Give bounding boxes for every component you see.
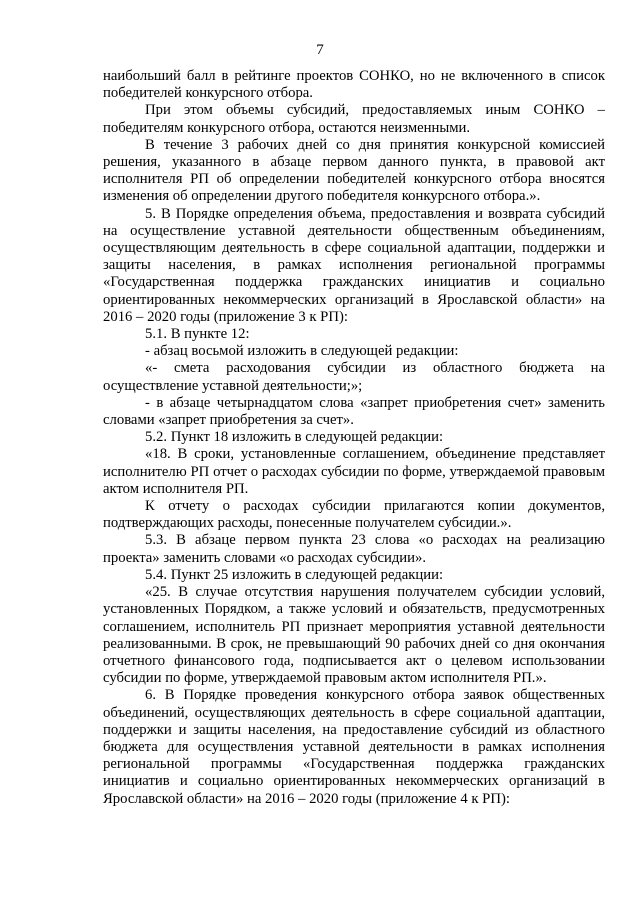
- paragraph: «25. В случае отсутствия нарушения получателем субсидии условий, установленных Порядком, а также условий и обязательств, предусмотренных соглашением, исполнитель РП признает мероприятия уставной деятельности реализованными. В срок, не превышающий 90 рабочих дней со дня окончания отчетного финансового года, подписывается акт о целевом использовании субсидии по форме, утверждаемой правовым актом исполнителя РП.».: [103, 584, 605, 687]
- paragraph: «18. В сроки, установленные соглашением, объединение представляет исполнителю РП отчет о расходах субсидии по форме, утверждаемой правовым актом исполнителя РП.: [103, 446, 605, 497]
- paragraph: 5.3. В абзаце первом пункта 23 слова «о расходах на реализацию проекта» заменить словами «о расходах субсидии».: [103, 532, 605, 566]
- page-number: 7: [316, 42, 324, 58]
- paragraph: - в абзаце четырнадцатом слова «запрет приобретения счет» заменить словами «запрет приобретения за счет».: [103, 394, 605, 429]
- document-body: [103, 68, 605, 808]
- paragraph: 6. В Порядке проведения конкурсного отбора заявок общественных объединений, осуществляющих деятельность в сфере социальной адаптации, поддержки и защиты населения, на предоставление субсидий из областного бюджета для осуществления уставной деятельности в рамках исполнения региональной программы «Государственная поддержка гражданских инициатив и социально ориентированных некоммерческих организаций в Ярославской области» на 2016 – 2020 годы (приложение 4 к РП):: [103, 687, 605, 807]
- paragraph: наибольший балл в рейтинге проектов СОНКО, но не включенного в список победителей конкурсного отбора.: [103, 68, 605, 102]
- paragraph: 5.2. Пункт 18 изложить в следующей редакции:: [145, 429, 444, 446]
- paragraph: 5. В Порядке определения объема, предоставления и возврата субсидий на осуществление уставной деятельности общественным объединениям, осуществляющим деятельность в сфере социальной адаптации, поддержки и защиты населения, в рамках исполнения региональной программы «Государственная поддержка гражданских инициатив и социально ориентированных некоммерческих организаций в Ярославской области» на 2016 – 2020 годы (приложение 3 к РП):: [103, 205, 605, 325]
- paragraph: К отчету о расходах субсидии прилагаются копии документов, подтверждающих расходы, понесенные получателем субсидии.».: [103, 498, 605, 532]
- paragraph: 5.4. Пункт 25 изложить в следующей редакции:: [145, 566, 444, 583]
- paragraph: - абзац восьмой изложить в следующей редакции:: [145, 343, 459, 360]
- paragraph: 5.1. В пункте 12:: [145, 326, 250, 343]
- paragraph: При этом объемы субсидий, предоставляемых иным СОНКО – победителям конкурсного отбора, остаются неизменными.: [103, 102, 605, 136]
- paragraph: «- смета расходования субсидии из областного бюджета на осуществление уставной деятельности;»;: [103, 360, 605, 394]
- paragraph: В течение 3 рабочих дней со дня принятия конкурсной комиссией решения, указанного в абзаце первом данного пункта, в правовой акт исполнителя РП об определении победителей конкурсного отбора вносятся изменения об определении другого победителя конкурсного отбора.».: [103, 136, 605, 205]
